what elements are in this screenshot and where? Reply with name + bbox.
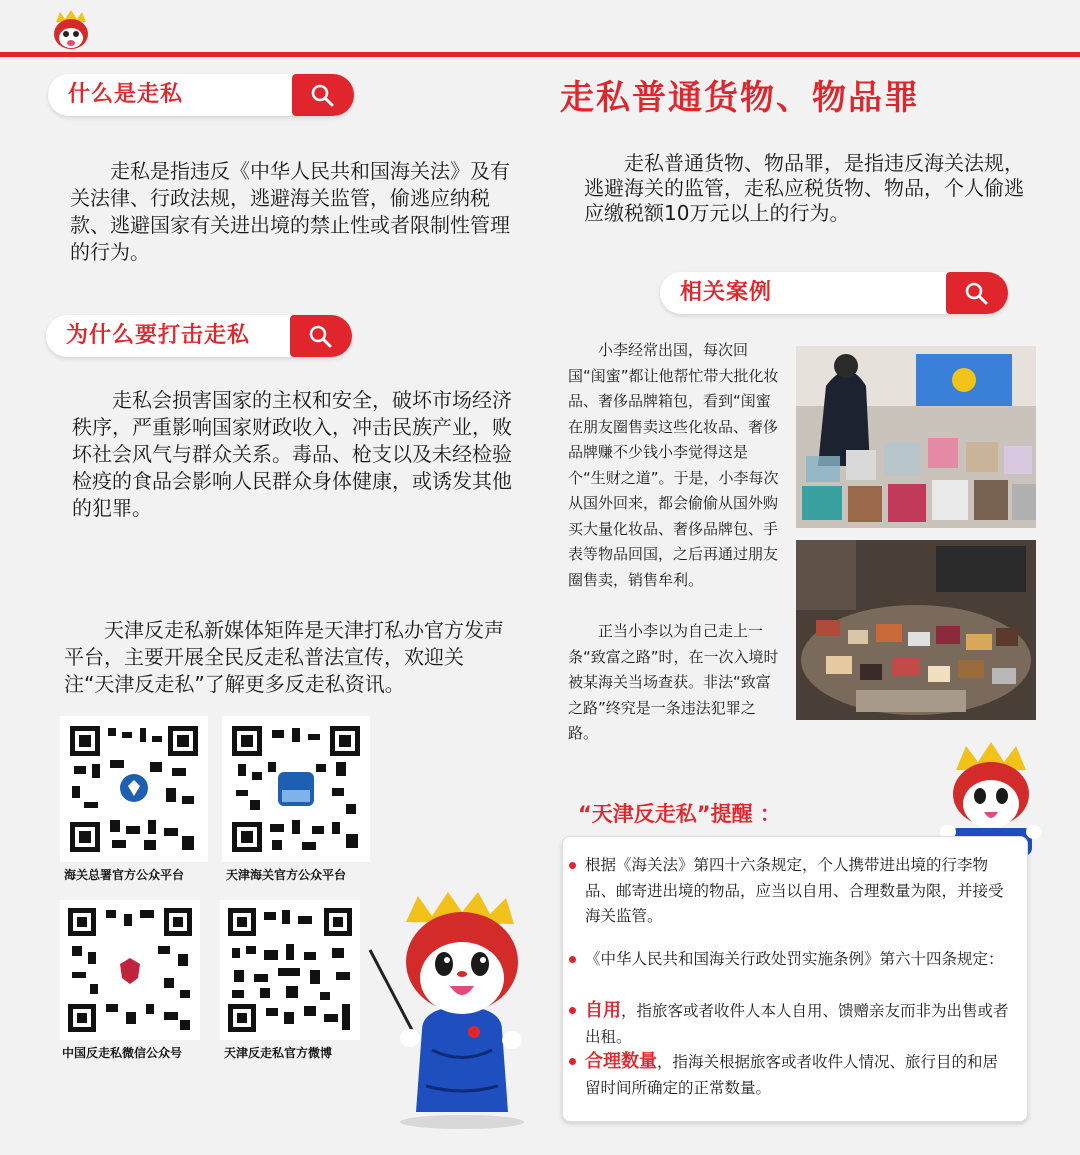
search-icon (310, 83, 336, 109)
qr-code-china-anti-smuggling[interactable] (60, 900, 200, 1040)
bullet-dot-icon (569, 1058, 576, 1065)
term-reasonable-quantity: 合理数量 (585, 1051, 657, 1072)
why-fight-paragraph: 走私会损害国家的主权和安全，破坏市场经济秩序，严重影响国家财政收入，冲击民族产业，败坏社会风气与群众关系。毒品、枪支以及未经检验检疫的食品会影响人民群众身体健康，或诱发其他的犯罪。 (72, 388, 512, 520)
reminder-term (585, 998, 1013, 1050)
qr-code-tianjin-weibo[interactable] (220, 900, 360, 1040)
reminder-box (562, 836, 1028, 1122)
reminder-item-text: 《中华人民共和国海关行政处罚实施条例》第六十四条规定： (585, 950, 1004, 968)
qr-caption: 天津反走私官方微博 (224, 1046, 333, 1060)
section-header-case (660, 272, 1008, 314)
reminder-item-text: 根据《海关法》第四十六条规定，个人携带进出境的行李物品、邮寄进出境的物品，应当以自用、合理数量为限，并接受海关监管。 (585, 856, 1004, 925)
crime-title: 走私普通货物、物品罪 (560, 78, 920, 118)
section-header-label: 为什么要打击走私 (66, 323, 251, 348)
qr-code-icon (222, 716, 370, 862)
qr-code-tianjin-customs[interactable] (222, 716, 370, 862)
term-definition: ，指海关根据旅客或者收件人情况、旅行目的和居留时间所确定的正常数量。 (585, 1053, 999, 1097)
section-header-label: 相关案例 (680, 280, 773, 305)
media-paragraph: 天津反走私新媒体矩阵是天津打私办官方发声平台，主要开展全民反走私普法宣传，欢迎关注“天津反走私”了解更多反走私资讯。 (64, 618, 504, 696)
seized-bags-photo (796, 346, 1036, 528)
seized-goods-photo (796, 540, 1036, 720)
top-divider (0, 52, 1080, 57)
qr-code-customs-general[interactable] (60, 716, 208, 862)
mascot-logo-icon (48, 10, 94, 52)
section-header-what-is (48, 74, 354, 116)
qr-code-icon (220, 900, 360, 1040)
search-button[interactable] (290, 315, 352, 357)
reminder-item (585, 947, 1013, 973)
qr-caption: 海关总署官方公众平台 (64, 868, 185, 882)
search-button[interactable] (292, 74, 354, 116)
search-icon (964, 281, 990, 307)
qr-caption: 中国反走私微信公众号 (62, 1046, 183, 1060)
term-definition: ，指旅客或者收件人本人自用、馈赠亲友而非为出售或者出租。 (585, 1002, 1009, 1046)
case-paragraph-1: 小李经常出国，每次回国“闺蜜”都让他帮忙带大批化妆品、奢侈品牌箱包，看到“闺蜜在朋友圈售卖这些化妆品、奢侈品牌赚不少钱小李觉得这是个“生财之道”。于是，小李每次从国外回来，都会偷偷从国外购买大量化妆品、奢侈品牌包、手表等物品回国，之后再通过朋友圈售卖，销售牟利。 (568, 341, 779, 589)
mascot-illustration-icon (362, 890, 562, 1130)
reminder-item (585, 853, 1013, 930)
qr-caption: 天津海关官方公众平台 (226, 868, 347, 882)
bullet-dot-icon (569, 862, 576, 869)
bullet-dot-icon (569, 956, 576, 963)
what-is-paragraph: 走私是指违反《中华人民共和国海关法》及有关法律、行政法规，逃避海关监管，偷逃应纳税款、逃避国家有关进出境的禁止性或者限制性管理的行为。 (70, 159, 510, 264)
crime-paragraph: 走私普通货物、物品罪，是指违反海关法规，逃避海关的监管，走私应税货物、物品，个人偷逃应缴税额10万元以上的行为。 (584, 151, 1024, 225)
search-button[interactable] (946, 272, 1008, 314)
reminder-title: “天津反走私”提醒 ： (578, 802, 781, 826)
section-header-label: 什么是走私 (68, 82, 184, 107)
section-header-why-fight (46, 315, 352, 357)
qr-code-icon (60, 716, 208, 862)
term-self-use: 自用 (585, 1000, 621, 1021)
reminder-term (585, 1049, 1013, 1101)
case-paragraph-2: 正当小李以为自己走上一条“致富之路”时，在一次入境时被某海关当场查获。非法“致富之路”终究是一条违法犯罪之路。 (568, 622, 779, 742)
search-icon (308, 324, 334, 350)
qr-code-icon (60, 900, 200, 1040)
bullet-dot-icon (569, 1007, 576, 1014)
